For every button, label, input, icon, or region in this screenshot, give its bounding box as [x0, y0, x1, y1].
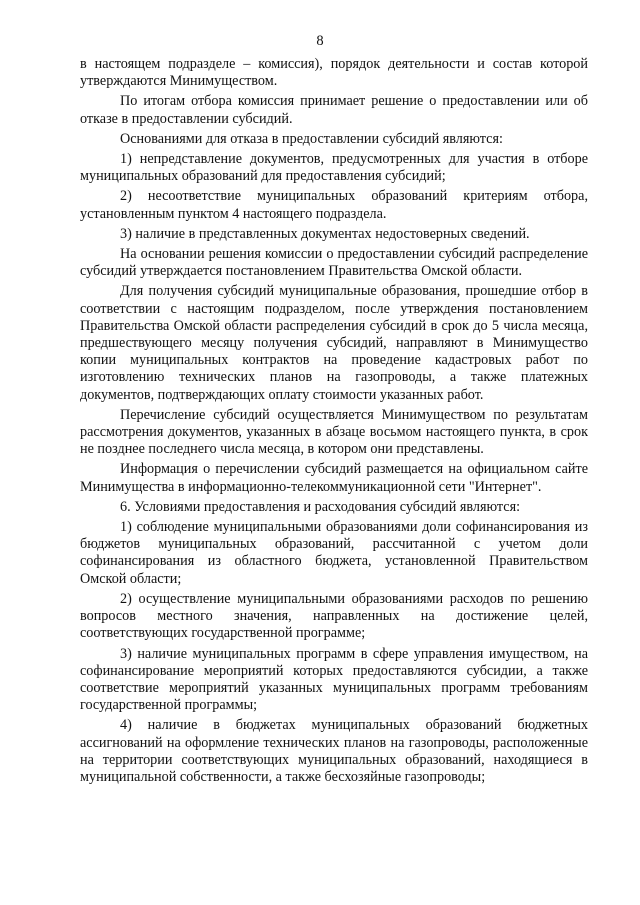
paragraph-condition-1: 1) соблюдение муниципальными образованиями доли софинансирования из бюджетов муниципальных образований, рассчитанной с учетом доли софинансирования из областного бюджета, установленной Правительством Омской области; — [80, 519, 588, 587]
paragraph-distribution-approval: На основании решения комиссии о предоставлении субсидий распределение субсидий утверждается постановлением Правительства Омской области. — [80, 246, 588, 280]
paragraph-condition-2: 2) осуществление муниципальными образованиями расходов по решению вопросов местного значения, направленных на достижение целей, соответствующих государственной программе; — [80, 590, 588, 642]
page-number: 8 — [316, 33, 324, 49]
paragraph-subsidy-transfer: Перечисление субсидий осуществляется Минимуществом по результатам рассмотрения документов, указанных в абзаце восьмом настоящего пункта, в срок не позднее последнего числа месяца, в котором они представлены. — [80, 406, 588, 458]
paragraph-refusal-ground-3: 3) наличие в представленных документах недостоверных сведений. — [120, 225, 530, 242]
paragraph-transfer-information: Информация о перечислении субсидий размещается на официальном сайте Минимущества в информационно-телекоммуникационной сети "Интернет". — [80, 461, 588, 495]
document-body — [80, 56, 588, 789]
paragraph-selection-decision: По итогам отбора комиссия принимает решение о предоставлении или об отказе в предоставлении субсидий. — [80, 93, 588, 127]
paragraph-refusal-grounds-heading: Основаниями для отказа в предоставлении субсидий являются: — [120, 130, 503, 147]
paragraph-condition-4: 4) наличие в бюджетах муниципальных образований бюджетных ассигнований на оформление технических планов на газопроводы, расположенные на территории соответствующих муниципальных образований, находящиеся в муниципальной собственности, а также бесхозяйные газопроводы; — [80, 717, 588, 785]
paragraph-commission-continuation: в настоящем подразделе – комиссия), порядок деятельности и состав которой утверждаются Минимуществом. — [80, 56, 588, 90]
paragraph-refusal-ground-2: 2) несоответствие муниципальных образований критериям отбора, установленным пунктом 4 настоящего подраздела. — [80, 188, 588, 222]
paragraph-subsidy-documents: Для получения субсидий муниципальные образования, прошедшие отбор в соответствии с настоящим подразделом, после утверждения постановлением Правительства Омской области распределения субсидий в срок до 5 числа месяца, предшествующего месяцу получения субсидий, направляют в Минимущество копии муниципальных контрактов на проведение кадастровых работ по изготовлению технических планов на газопроводы, а также платежных документов, подтверждающих оплату стоимости указанных работ. — [80, 283, 588, 403]
paragraph-conditions-heading: 6. Условиями предоставления и расходования субсидий являются: — [120, 498, 521, 515]
paragraph-condition-3: 3) наличие муниципальных программ в сфере управления имуществом, на софинансирование мероприятий которых предоставляются субсидии, а также соответствие мероприятий указанных муниципальных программ требованиям государственной программы; — [80, 645, 588, 714]
paragraph-refusal-ground-1: 1) непредставление документов, предусмотренных для участия в отборе муниципальных образований для предоставления субсидий; — [80, 151, 588, 185]
